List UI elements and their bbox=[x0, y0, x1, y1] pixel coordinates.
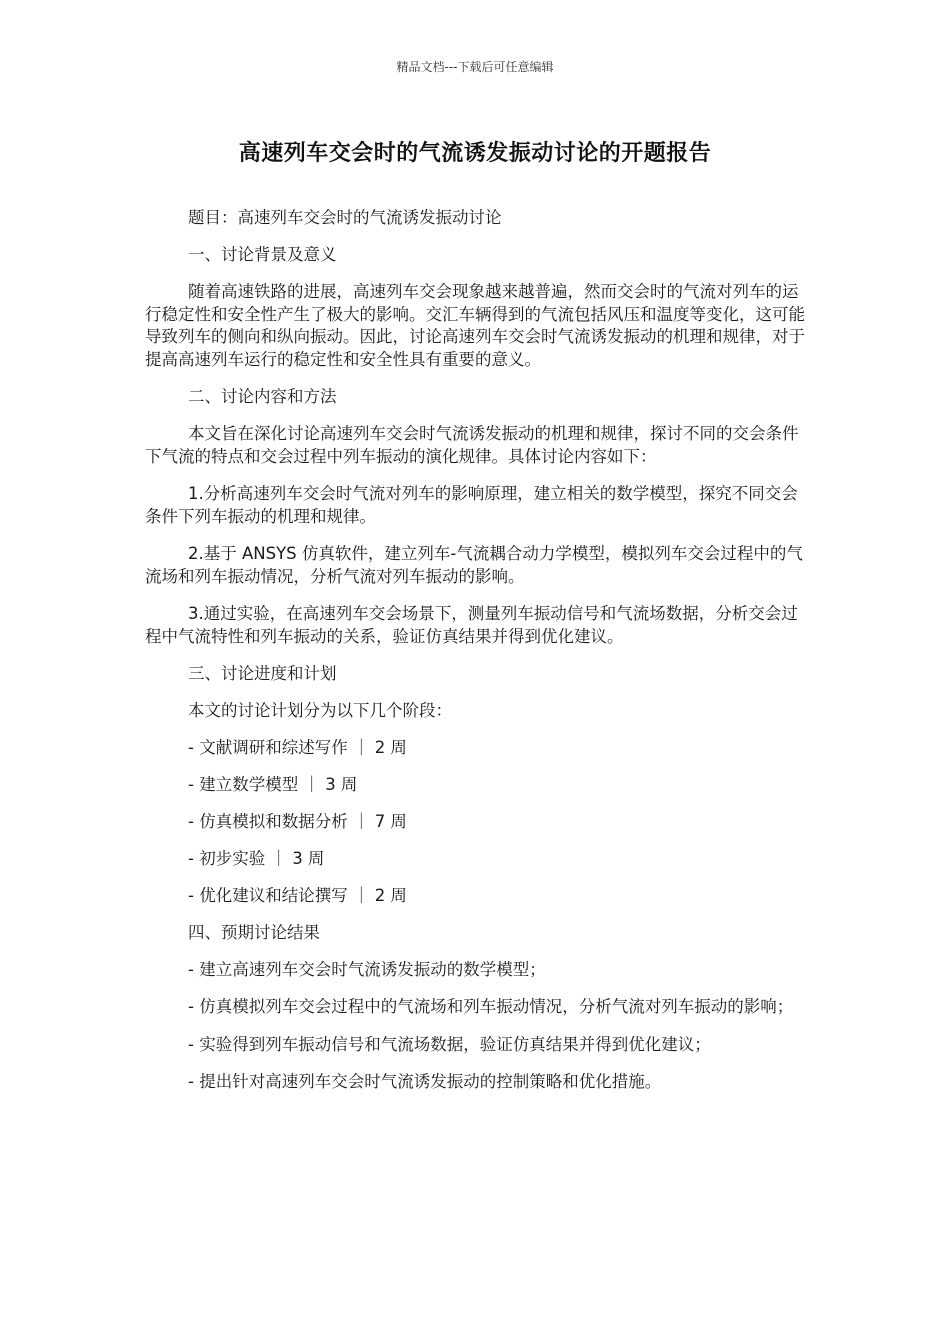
body-paragraph: 本文的讨论计划分为以下几个阶段： bbox=[188, 701, 452, 720]
section-heading: 三、讨论进度和计划 bbox=[188, 664, 337, 683]
result-item: - 提出针对高速列车交会时气流诱发振动的控制策略和优化措施。 bbox=[188, 1071, 662, 1091]
numbered-item: 3.通过实验，在高速列车交会场景下，测量列车振动信号和气流场数据，分析交会过程中气流特性和列车振动的关系，验证仿真结果并得到优化建议。 bbox=[145, 604, 798, 646]
header-note: 精品文档---下载后可任意编辑 bbox=[396, 60, 554, 74]
numbered-item: 1.分析高速列车交会时气流对列车的影响原理，建立相关的数学模型，探究不同交会条件下列车振动的机理和规律。 bbox=[145, 484, 798, 526]
section-heading: 四、预期讨论结果 bbox=[188, 923, 320, 942]
body-paragraph: 随着高速铁路的进展，高速列车交会现象越来越普遍，然而交会时的气流对列车的运行稳定性和安全性产生了极大的影响。交汇车辆得到的气流包括风压和温度等变化，这可能导致列车的侧向和纵向振动。因此，讨论高速列车交会时气流诱发振动的机理和规律，对于提高高速列车运行的稳定性和安全性具有重要的意义。 bbox=[145, 282, 805, 369]
numbered-item: 2.基于 ANSYS 仿真软件，建立列车-气流耦合动力学模型，模拟列车交会过程中的气流场和列车振动情况，分析气流对列车振动的影响。 bbox=[145, 544, 803, 586]
result-item: - 实验得到列车振动信号和气流场数据，验证仿真结果并得到优化建议； bbox=[188, 1034, 711, 1054]
schedule-item: - 仿真模拟和数据分析 ｜ 7 周 bbox=[188, 812, 407, 831]
section-heading: 二、讨论内容和方法 bbox=[188, 387, 337, 406]
schedule-item: - 初步实验 ｜ 3 周 bbox=[188, 849, 325, 868]
result-item: - 仿真模拟列车交会过程中的气流场和列车振动情况，分析气流对列车振动的影响； bbox=[188, 997, 794, 1016]
schedule-item: - 优化建议和结论撰写 ｜ 2 周 bbox=[188, 886, 407, 905]
document-body bbox=[145, 207, 805, 1108]
topic-line: 题目：高速列车交会时的气流诱发振动讨论 bbox=[188, 208, 502, 227]
result-item: - 建立高速列车交会时气流诱发振动的数学模型； bbox=[188, 960, 546, 979]
document-title: 高速列车交会时的气流诱发振动讨论的开题报告 bbox=[238, 141, 712, 166]
section-heading: 一、讨论背景及意义 bbox=[188, 245, 337, 264]
schedule-item: - 建立数学模型 ｜ 3 周 bbox=[188, 775, 358, 794]
body-paragraph: 本文旨在深化讨论高速列车交会时气流诱发振动的机理和规律，探讨不同的交会条件下气流的特点和交会过程中列车振动的演化规律。具体讨论内容如下： bbox=[145, 424, 799, 466]
schedule-item: - 文献调研和综述写作 ｜ 2 周 bbox=[188, 738, 407, 757]
